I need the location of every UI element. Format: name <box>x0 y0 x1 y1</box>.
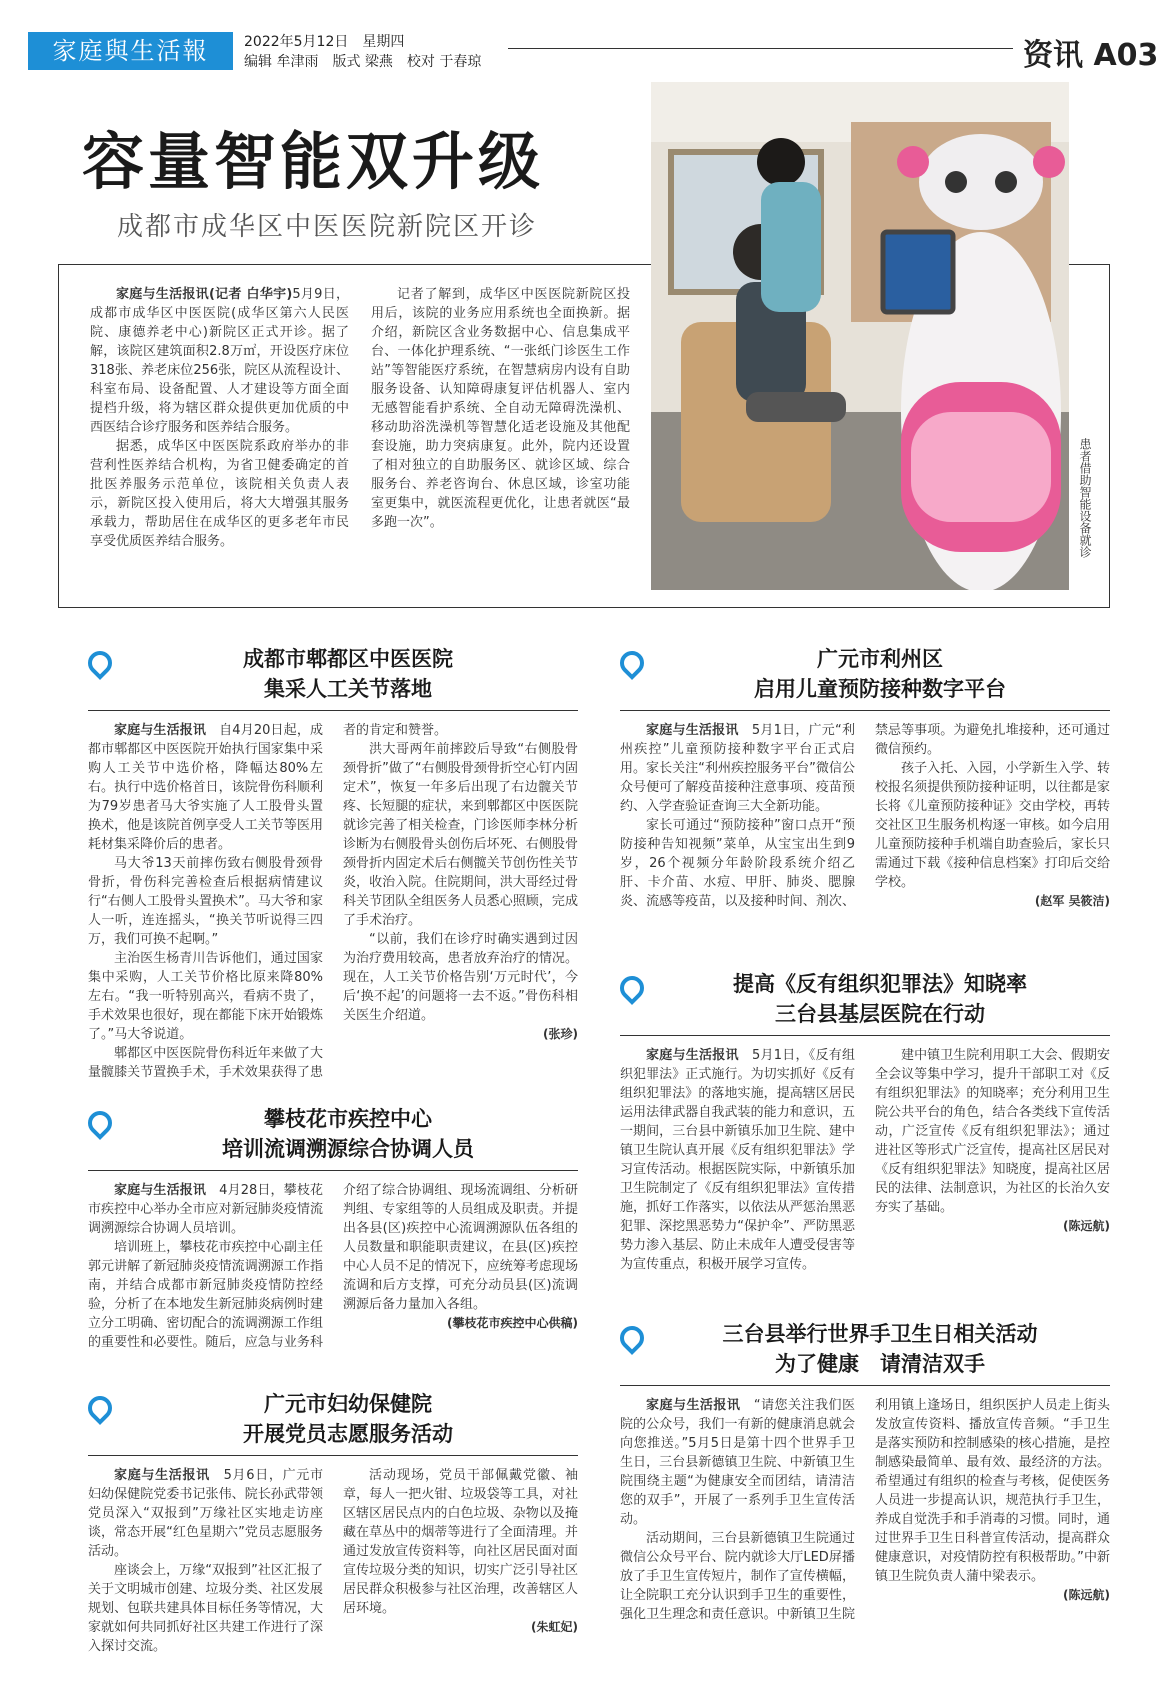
article-title-line: 三台县举行世界手卫生日相关活动 <box>722 1321 1038 1346</box>
location-pin-icon <box>83 1391 117 1425</box>
article-paragraph: 孩子入托、入园，小学新生入学、转校报名须提供预防接种证明，以往都是家长将《儿童预防接种证》交由学校，再转交社区卫生服务机构逐一审核。如今启用儿童预防接种手机端自助查验后，家长只需通过下载《接种信息档案》打印后交给学校。 <box>875 761 1110 890</box>
article-body <box>620 1396 1110 1624</box>
location-pin-icon <box>83 646 117 680</box>
article-guangyuan-maternal <box>88 1390 578 1656</box>
article-paragraph: 家庭与生活报讯 5月6日，广元市妇幼保健院党委书记张伟、院长孙武带领党员深入“双报到”万缘社区实地走访座谈，常态开展“红色星期六”党员志愿服务活动。 <box>88 1468 323 1559</box>
article-title-line: 成都市郫都区中医医院 <box>243 646 453 671</box>
article-paragraph: 马大爷13天前摔伤致右侧股骨颈骨骨折，骨伤科完善检查后根据病情建议行“右侧人工股骨头置换术”。马大爷和家人一听，连连摇头，“换关节听说得三四万，我们可换不起啊。” <box>88 856 323 947</box>
article-rule <box>88 1455 578 1456</box>
article-body <box>620 1046 1110 1274</box>
article-paragraph: “以前，我们在诊疗时确实遇到过因为治疗费用较高，患者放弃治疗的情况。现在，人工关节价格告别‘万元时代’，今后‘换不起’的问题将一去不返。”骨伤科相关医生介绍道。 <box>343 932 578 1023</box>
article-paragraph: 培训班上，攀枝花市疾控中心副主任郭元讲解了新冠肺炎疫情流调溯源工作指南，并结合成都市新冠肺炎疫情防控经验，分析了在本地发生新冠肺炎病例时建立分工明确、密切配合的流调溯源工作组的重要性和必要性。随后，应急与业务科介绍了综合协调组、现场流调组、分析研判组、专家组等的人员组成及职责。并提出各县(区)疾控中心流调溯源队伍各组的人员数量和职能职责建议，在县(区)疾控中心人员不足的情况下，应统筹考虑现场流调和后方支撑，可充分动员县(区)流调溯源后备力量加入各组。 <box>88 1183 578 1350</box>
article-paragraph: 建中镇卫生院利用职工大会、假期安全会议等集中学习，提升干部职工对《反有组织犯罪法》的知晓率；充分利用卫生院公共平台的角色，结合各类线下宣传活动，广泛宣传《反有组织犯罪法》；通过进社区等形式广泛宣传，提高社区居民对《反有组织犯罪法》知晓度，提高社区居民的法律、法制意识，为社区的长治久安夯实了基础。 <box>875 1048 1110 1215</box>
article-rule <box>620 1385 1110 1386</box>
article-paragraph: 家长可通过“预防接种”窗口点开“预防接种告知视频”菜单，从宝宝出生到9岁，26个视频分年龄阶段系统介绍乙肝、卡介苗、水痘、甲肝、肺炎、腮腺炎、流感等疫苗，以及接种时间、剂次、禁忌等事项。为避免扎堆接种，还可通过微信预约。 <box>620 723 1110 909</box>
article-body <box>88 1181 578 1352</box>
article-title-line: 启用儿童预防接种数字平台 <box>754 676 1006 701</box>
article-title-line: 攀枝花市疾控中心 <box>264 1106 432 1131</box>
article-title-line: 提高《反有组织犯罪法》知晓率 <box>733 971 1027 996</box>
article-header <box>620 970 1110 1038</box>
article-paragraph: 洪大哥两年前摔跤后导致“右侧股骨颈骨折”做了“右侧股骨颈骨折空心钉内固定术”，恢复一年多后出现了右边髋关节疼、长短腿的症状，来到郫都区中医医院就诊完善了相关检查，门诊医师李林分析诊断为右侧股骨头创伤后坏死、右侧股骨颈骨折内固定术后右侧髋关节创伤性关节炎，收治入院。住院期间，洪大哥经过骨科关节团队全组医务人员悉心照顾，完成了手术治疗。 <box>343 742 578 928</box>
article-body <box>88 1466 578 1656</box>
location-pin-icon <box>83 1106 117 1140</box>
location-pin-icon <box>615 1321 649 1355</box>
article-signature: (赵军 吴筱洁) <box>1034 894 1110 908</box>
article-santai-handwashing <box>620 1320 1110 1624</box>
article-paragraph: 家庭与生活报讯 4月28日，攀枝花市疾控中心举办全市应对新冠肺炎疫情流调溯源综合协调人员培训。 <box>88 1183 323 1236</box>
issue-staff: 编辑 牟津雨 版式 梁燕 校对 于春琼 <box>244 54 482 70</box>
article-panzhihua <box>88 1105 578 1352</box>
article-signature: (陈远航) <box>1063 1588 1110 1602</box>
lead-paragraph: 据悉，成华区中医医院系政府举办的非营利性医养结合机构，为省卫健委确定的首批医养服务示范单位，该院相关负责人表示，新院区投入使用后，将大大增强其服务承载力，帮助居住在成华区的更多老年市民享受优质医养结合服务。 <box>90 439 349 549</box>
article-body <box>620 721 1110 911</box>
article-title-line: 广元市妇幼保健院 <box>264 1391 432 1416</box>
article-title-line: 为了健康 请清洁双手 <box>775 1351 985 1376</box>
article-signature: (攀枝花市疾控中心供稿) <box>447 1316 578 1330</box>
article-rule <box>88 710 578 711</box>
lead-title: 容量智能双升级 <box>82 125 545 198</box>
newspaper-logo: 家庭與生活報 <box>28 32 233 70</box>
lead-byline: 家庭与生活报讯(记者 白华宇) <box>116 287 293 302</box>
article-paragraph: 主治医生杨青川告诉他们，通过国家集中采购，人工关节价格比原来降80%左右。“我一听特别高兴，看病不贵了，手术效果也很好，现在都能下床开始锻炼了。”马大爷说道。 <box>88 951 323 1042</box>
article-pidu <box>88 645 578 1082</box>
article-signature: (陈远航) <box>1063 1219 1110 1233</box>
article-rule <box>88 1170 578 1171</box>
location-pin-icon <box>615 646 649 680</box>
article-rule <box>620 710 1110 711</box>
article-body <box>88 721 578 1082</box>
article-paragraph: 家庭与生活报讯 5月1日，广元“利州疾控”儿童预防接种数字平台正式启用。家长关注“利州疾控服务平台”微信公众号便可了解疫苗接种注意事项、疫苗预约、入学查验证查询三大全新功能。 <box>620 723 855 814</box>
article-title-line: 三台县基层医院在行动 <box>775 1001 985 1026</box>
issue-date: 2022年5月12日 星期四 <box>244 34 405 50</box>
article-rule <box>620 1035 1110 1036</box>
lead-photo <box>651 82 1069 590</box>
article-title-line: 开展党员志愿服务活动 <box>243 1421 453 1446</box>
article-paragraph: 家庭与生活报讯 5月1日，《反有组织犯罪法》正式施行。为切实抓好《反有组织犯罪法》的落地实施，提高辖区居民运用法律武器自我武装的能力和意识，五一期间，三台县中新镇乐加卫生院、建中镇卫生院认真开展《反有组织犯罪法》学习宣传活动。根据医院实际，中新镇乐加卫生院制定了《反有组织犯罪法》宣传措施，抓好工作落实，以依法从严惩治黑恶犯罪、深挖黑恶势力“保护伞”、严防黑恶势力渗入基层、防止未成年人遭受侵害等为宣传重点，积极开展学习宣传。 <box>620 1048 855 1272</box>
article-title-line: 集采人工关节落地 <box>264 676 432 701</box>
article-header <box>88 645 578 713</box>
article-signature: (朱虹妃) <box>531 1620 578 1634</box>
article-santai-law <box>620 970 1110 1274</box>
article-title-line: 广元市利州区 <box>817 646 943 671</box>
masthead-rule <box>508 48 1013 49</box>
lead-paragraph: 记者了解到，成华区中医医院新院区投用后，该院的业务应用系统也全面换新。据介绍，新院区含业务数据中心、信息集成平台、一体化护理系统、“一张纸门诊医生工作站”等智能医疗系统，在智慧病房内设有自助服务设备、认知障碍康复评估机器人、室内无感智能看护系统、全自动无障碍洗澡机、移动助浴洗澡机等智慧化适老设施及其他配套设施，助力突病康复。此外，院内还设置了相对独立的自助服务区、就诊区域、综合服务台、养老咨询台、休息区域，诊室功能室更集中，就医流程更优化，让患者就医“最多跑一次”。 <box>371 287 630 530</box>
article-title-line: 培训流调溯源综合协调人员 <box>222 1136 474 1161</box>
section-name: 资讯 A03 <box>1023 38 1159 73</box>
article-header <box>88 1105 578 1173</box>
lead-paragraph: 家庭与生活报讯(记者 白华宇)5月9日，成都市成华区中医医院(成华区第六人民医院、康德养老中心)新院区正式开诊。据了解，该院区建筑面积2.8万㎡，开设医疗床位318张、养老床位256张，院区从流程设计、科室布局、设备配置、人才建设等方面全面提档升级，将为辖区群众提供更加优质的中西医结合诊疗服务和医养结合服务。 <box>90 287 349 435</box>
article-header <box>620 645 1110 713</box>
article-header <box>620 1320 1110 1388</box>
article-header <box>88 1390 578 1458</box>
lead-subtitle: 成都市成华区中医医院新院区开诊 <box>117 212 538 242</box>
article-paragraph: 家庭与生活报讯 自4月20日起，成都市郫都区中医医院开始执行国家集中采购人工关节中选价格，降幅达80%左右。执行中选价格首日，该院骨伤科顺利为79岁患者马大爷实施了人工股骨头置换术，他是该院首例享受人工关节等医用耗材集采降价后的患者。 <box>88 723 323 852</box>
article-paragraph: 活动期间，三台县新德镇卫生院通过微信公众号平台、院内就诊大厅LED屏播放了手卫生宣传短片，制作了宣传横幅，让全院职工充分认识到手卫生的重要性，强化卫生理念和责任意识。中新镇卫生院利用镇上逢场日，组织医护人员走上街头发放宣传资料、播放宣传音频。“手卫生是落实预防和控制感染的核心措施，是控制感染最简单、最有效、最经济的方法。希望通过有组织的检查与考核，促使医务人员进一步提高认识，规范执行手卫生，养成自觉洗手和手消毒的习惯。同时，通过世界手卫生日科普宣传活动，提高群众健康意识，对疫情防控有积极帮助。”中新镇卫生院负责人蒲中梁表示。 <box>620 1398 1110 1622</box>
photo-caption: 患者借助智能设备就诊 <box>1078 438 1092 558</box>
article-signature: (张珍) <box>543 1027 578 1041</box>
location-pin-icon <box>615 971 649 1005</box>
article-paragraph: 家庭与生活报讯 “请您关注我们医院的公众号，我们一有新的健康消息就会向您推送。”5月5日是第十四个世界手卫生日，三台县新德镇卫生院、中新镇卫生院围绕主题“为健康安全而团结，请清洁您的双手”，开展了一系列手卫生宣传活动。 <box>620 1398 855 1527</box>
article-paragraph: 座谈会上，万缘“双报到”社区汇报了关于文明城市创建、垃圾分类、社区发展规划、包联共建具体目标任务等情况，大家就如何共同抓好社区共建工作进行了深入探讨交流。 <box>88 1563 323 1654</box>
article-paragraph: 郫都区中医医院骨伤科近年来做了大量髋膝关节置换手术，手术效果获得了患者的肯定和赞誉。 <box>88 723 448 1080</box>
article-paragraph: 活动现场，党员干部佩戴党徽、袖章，每人一把火钳、垃圾袋等工具，对社区辖区居民点内的白色垃圾、杂物以及掩藏在草丛中的烟蒂等进行了全面清理。并通过发放宣传资料等，向社区居民面对面宣传垃圾分类的知识，切实广泛引导社区居民群众积极参与社区治理，改善辖区人居环境。 <box>343 1468 578 1616</box>
masthead <box>28 28 1159 73</box>
lead-body <box>90 285 630 595</box>
robot-consultation-illustration <box>651 82 1069 590</box>
article-lizhou <box>620 645 1110 911</box>
